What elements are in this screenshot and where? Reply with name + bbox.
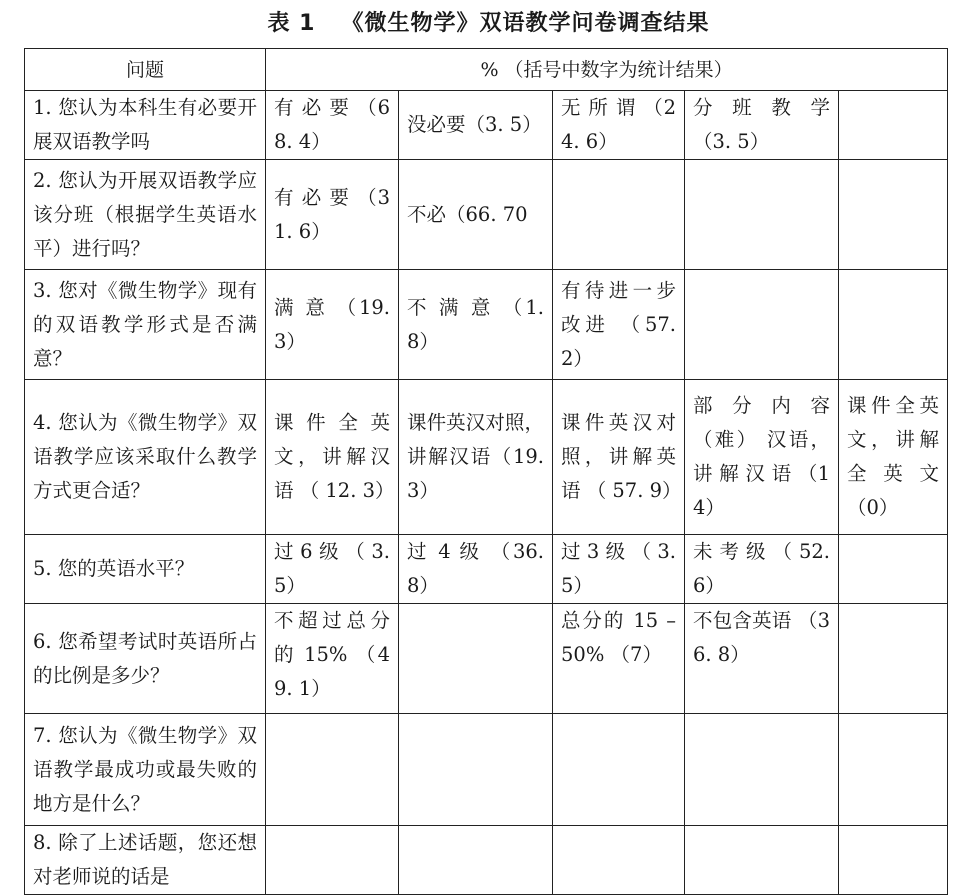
option-cell: 过6级（3. 5） — [266, 535, 399, 604]
option-cell: 未考级（52. 6） — [685, 535, 839, 604]
option-cell: 过3级（3. 5） — [553, 535, 685, 604]
option-cell: 有待进一步改进 （57. 2） — [553, 270, 685, 380]
option-cell — [839, 160, 948, 270]
option-cell: 不超过总分的 15% （49. 1） — [266, 604, 399, 714]
option-cell: 无 所 谓 （24. 6） — [553, 91, 685, 160]
header-result: % （括号中数字为统计结果） — [266, 49, 948, 91]
question-cell: 1. 您认为本科生有必要开展双语教学吗 — [25, 91, 266, 160]
option-cell: 有 必 要 （68. 4） — [266, 91, 399, 160]
option-cell — [553, 714, 685, 826]
table-row — [25, 91, 948, 160]
option-cell: 过 4 级 （36. 8） — [399, 535, 553, 604]
option-cell: 满 意 （19. 3） — [266, 270, 399, 380]
option-cell — [266, 826, 399, 895]
table-header-row — [25, 49, 948, 91]
option-cell — [685, 826, 839, 895]
option-cell: 课件英汉对照，讲解汉语（19. 3） — [399, 380, 553, 535]
option-cell — [685, 160, 839, 270]
question-cell: 4. 您认为《微生物学》双语教学应该采取什么教学方式更合适？ — [25, 380, 266, 535]
option-cell — [685, 714, 839, 826]
option-cell — [685, 270, 839, 380]
table-row — [25, 160, 948, 270]
table-title: 《微生物学》双语教学问卷调查结果 — [341, 11, 710, 36]
table-row — [25, 270, 948, 380]
question-cell: 6. 您希望考试时英语所占的比例是多少？ — [25, 604, 266, 714]
option-cell — [839, 604, 948, 714]
option-cell: 分 班 教 学 （3. 5） — [685, 91, 839, 160]
table-row — [25, 380, 948, 535]
header-question: 问题 — [25, 49, 266, 91]
option-cell: 课件全英文，讲解汉语 （ 12. 3） — [266, 380, 399, 535]
option-cell — [399, 714, 553, 826]
option-cell — [839, 714, 948, 826]
option-cell: 没必要（3. 5） — [399, 91, 553, 160]
option-cell: 部 分 内 容 （难） 汉语，讲 解 汉 语 （14） — [685, 380, 839, 535]
survey-results-table — [24, 48, 948, 895]
option-cell — [553, 826, 685, 895]
option-cell — [266, 714, 399, 826]
option-cell: 不 满 意 （1. 8） — [399, 270, 553, 380]
option-cell — [399, 826, 553, 895]
question-cell: 5. 您的英语水平？ — [25, 535, 266, 604]
option-cell: 不包含英语 （36. 8） — [685, 604, 839, 714]
option-cell: 课件英汉对照，讲解英语 （ 57. 9） — [553, 380, 685, 535]
table-row — [25, 714, 948, 826]
question-cell: 2. 您认为开展双语教学应该分班（根据学生英语水平）进行吗？ — [25, 160, 266, 270]
option-cell: 有 必 要 （31. 6） — [266, 160, 399, 270]
question-cell: 7. 您认为《微生物学》双语教学最成功或最失败的地方是什么？ — [25, 714, 266, 826]
option-cell — [839, 270, 948, 380]
table-row — [25, 826, 948, 895]
option-cell — [839, 826, 948, 895]
table-row — [25, 604, 948, 714]
table-row — [25, 535, 948, 604]
option-cell: 课件全英文，讲解全英文（0） — [839, 380, 948, 535]
option-cell — [839, 91, 948, 160]
table-number: 表 1 — [267, 11, 316, 36]
question-cell: 3. 您对《微生物学》现有的双语教学形式是否满意？ — [25, 270, 266, 380]
option-cell: 总分的 15 – 50% （7） — [553, 604, 685, 714]
option-cell — [839, 535, 948, 604]
question-cell: 8. 除了上述话题，您还想对老师说的话是 — [25, 826, 266, 895]
option-cell: 不必（66. 70 — [399, 160, 553, 270]
table-caption — [0, 9, 977, 39]
option-cell — [399, 604, 553, 714]
option-cell — [553, 160, 685, 270]
